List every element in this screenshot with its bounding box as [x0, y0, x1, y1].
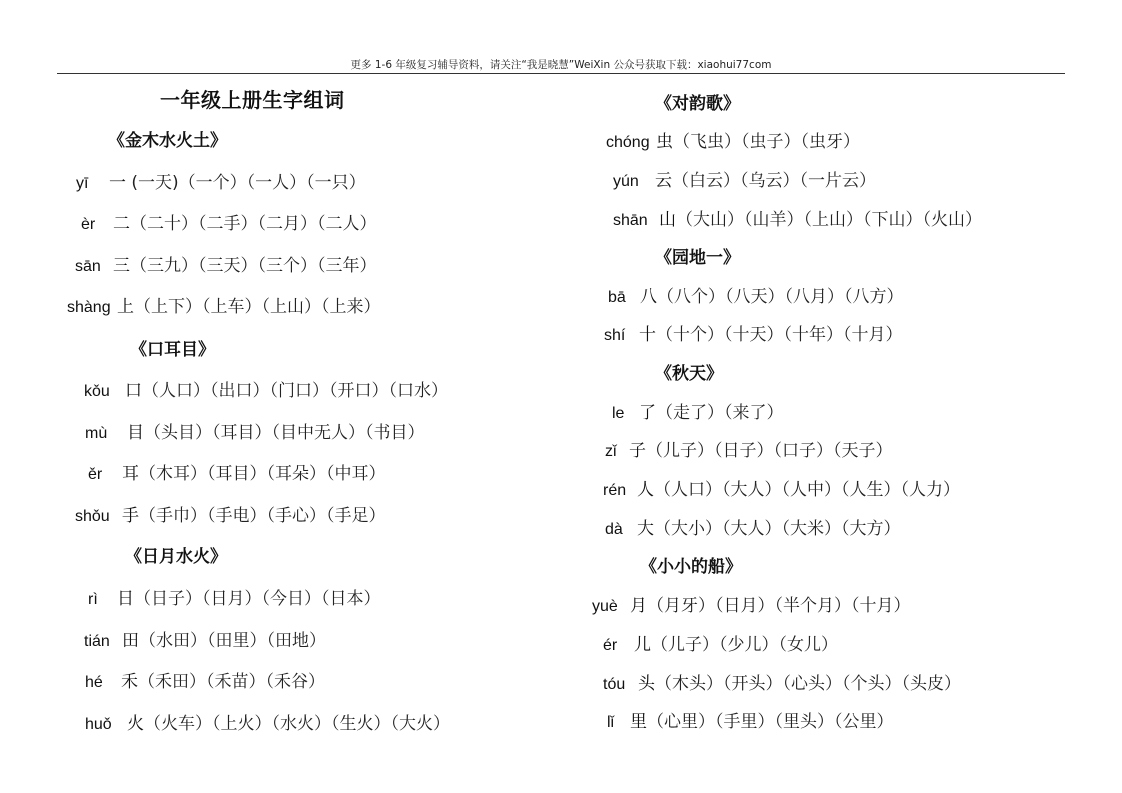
- pinyin: shǒu: [75, 508, 110, 525]
- pinyin: zǐ: [605, 443, 617, 460]
- word-list: （上下）（上车）（上山）（上来）: [134, 297, 381, 317]
- character: 虫: [656, 132, 673, 152]
- word-list: （八个）（八天）（八月）（八方）: [657, 287, 904, 307]
- word-list: （手巾）（手电）（手心）（手足）: [139, 506, 386, 526]
- word-list: （二十）（二手）（二月）（二人）: [130, 214, 377, 234]
- character: 月: [630, 596, 647, 616]
- word-list: （木头）（开头）（心头）（个头）（头皮）: [655, 674, 961, 694]
- word-row: [81, 209, 377, 234]
- section-title-kouermu: 《口耳目》: [130, 340, 215, 360]
- word-row: [88, 459, 386, 484]
- word-list: （儿子）（日子）（口子）（天子）: [646, 441, 893, 461]
- character: 禾: [121, 672, 138, 692]
- character: 口: [125, 381, 142, 401]
- character: 八: [640, 287, 657, 307]
- word-list: （木耳）（耳目）（耳朵）（中耳）: [139, 464, 386, 484]
- pinyin: yī: [76, 175, 89, 192]
- pinyin: èr: [81, 216, 96, 233]
- character: 人: [637, 480, 654, 500]
- word-row: [85, 667, 325, 692]
- character: 头: [638, 674, 655, 694]
- word-list: （人口）（大人）（人中）（人生）（人力）: [654, 480, 960, 500]
- word-list: （火车）（上火）（水火）（生火）（大火）: [144, 714, 450, 734]
- word-row: [85, 709, 450, 734]
- character: 了: [639, 403, 656, 423]
- character: 手: [122, 506, 139, 526]
- pinyin: bā: [608, 289, 626, 306]
- character: 十: [639, 325, 656, 345]
- character: 上: [117, 297, 134, 317]
- page-header: 更多 1-6 年级复习辅导资料，请关注“我是晓慧”WeiXin 公众号获取下载：xiaohui77com: [350, 59, 772, 71]
- word-row: [603, 669, 961, 694]
- section-title-duiyunge: 《对韵歌》: [655, 94, 740, 114]
- pinyin: mù: [85, 425, 108, 442]
- word-row: [88, 584, 381, 609]
- character: 二: [113, 214, 130, 234]
- pinyin: le: [612, 405, 625, 422]
- word-list: （三九）（三天）（三个）（三年）: [130, 256, 377, 276]
- pinyin: yuè: [592, 598, 618, 615]
- word-row: [67, 292, 381, 317]
- character: 耳: [122, 464, 139, 484]
- pinyin: tóu: [603, 676, 626, 693]
- word-list: （水田）（田里）（田地）: [139, 631, 326, 651]
- word-row: [605, 514, 901, 539]
- word-list: （头目）（耳目）（目中无人）（书目）: [144, 423, 425, 443]
- word-list: （儿子）（少儿）（女儿）: [651, 635, 838, 655]
- pinyin: dà: [605, 521, 623, 538]
- character: 田: [122, 631, 139, 651]
- pinyin: shí: [604, 327, 626, 344]
- word-list: (一天)（一个）（一人）（一只）: [131, 173, 366, 193]
- pinyin: huǒ: [85, 716, 112, 733]
- word-row: [613, 166, 876, 191]
- word-row: [613, 205, 982, 230]
- character: 山: [659, 210, 676, 230]
- word-row: [606, 127, 860, 152]
- pinyin: ér: [603, 637, 618, 654]
- pinyin: lǐ: [607, 714, 615, 731]
- word-row: [607, 707, 894, 732]
- document-title: 一年级上册生字组词: [160, 88, 345, 112]
- pinyin: tián: [84, 633, 110, 650]
- character: 儿: [634, 635, 651, 655]
- word-row: [84, 376, 448, 401]
- pinyin: rì: [88, 591, 98, 608]
- pinyin: chónɡ: [606, 134, 650, 151]
- word-list: （大小）（大人）（大米）（大方）: [654, 519, 901, 539]
- character: 里: [630, 712, 647, 732]
- word-row: [84, 626, 326, 651]
- character: 云: [655, 171, 672, 191]
- pinyin: rén: [603, 482, 627, 499]
- word-row: [612, 398, 784, 423]
- word-list: （白云）（乌云）（一片云）: [672, 171, 876, 191]
- word-row: [75, 501, 386, 526]
- word-row: [604, 320, 903, 345]
- word-row: [603, 475, 960, 500]
- word-list: （月牙）（日月）（半个月）（十月）: [647, 596, 911, 616]
- header-rule: [57, 73, 1065, 74]
- word-row: [605, 436, 893, 461]
- pinyin: hé: [85, 674, 103, 691]
- character: 一: [109, 173, 126, 193]
- character: 子: [629, 441, 646, 461]
- pinyin: ěr: [88, 466, 103, 483]
- pinyin: yún: [613, 173, 639, 190]
- character: 大: [637, 519, 654, 539]
- section-title-riyueshuihuo: 《日月水火》: [125, 547, 227, 567]
- pinyin: shān: [613, 212, 648, 229]
- word-row: [608, 282, 904, 307]
- word-row: [603, 630, 838, 655]
- pinyin: shàng: [67, 299, 111, 316]
- character: 三: [113, 256, 130, 276]
- word-list: （日子）（日月）（今日）（日本）: [134, 589, 381, 609]
- word-row: [85, 418, 425, 443]
- word-list: （走了）（来了）: [656, 403, 784, 423]
- word-list: （大山）（山羊）（上山）（下山）（火山）: [676, 210, 982, 230]
- word-list: （禾田）（禾苗）（禾谷）: [138, 672, 325, 692]
- word-row: [76, 168, 366, 193]
- word-list: （飞虫）（虫子）（虫牙）: [673, 132, 860, 152]
- section-title-qiutian: 《秋天》: [655, 364, 723, 384]
- word-list: （十个）（十天）（十年）（十月）: [656, 325, 903, 345]
- word-list: （心里）（手里）（里头）（公里）: [647, 712, 894, 732]
- pinyin: sān: [75, 258, 101, 275]
- word-row: [75, 251, 377, 276]
- word-row: [592, 591, 911, 616]
- character: 目: [127, 423, 144, 443]
- pinyin: kǒu: [84, 383, 110, 400]
- section-title-yuandiyi: 《园地一》: [655, 248, 740, 268]
- section-title-jinmushuihuotu: 《金木水火土》: [108, 131, 227, 151]
- section-title-xiaoxiaodechuan: 《小小的船》: [640, 557, 742, 577]
- word-list: （人口）（出口）（门口）（开口）（口水）: [142, 381, 448, 401]
- character: 火: [127, 714, 144, 734]
- character: 日: [117, 589, 134, 609]
